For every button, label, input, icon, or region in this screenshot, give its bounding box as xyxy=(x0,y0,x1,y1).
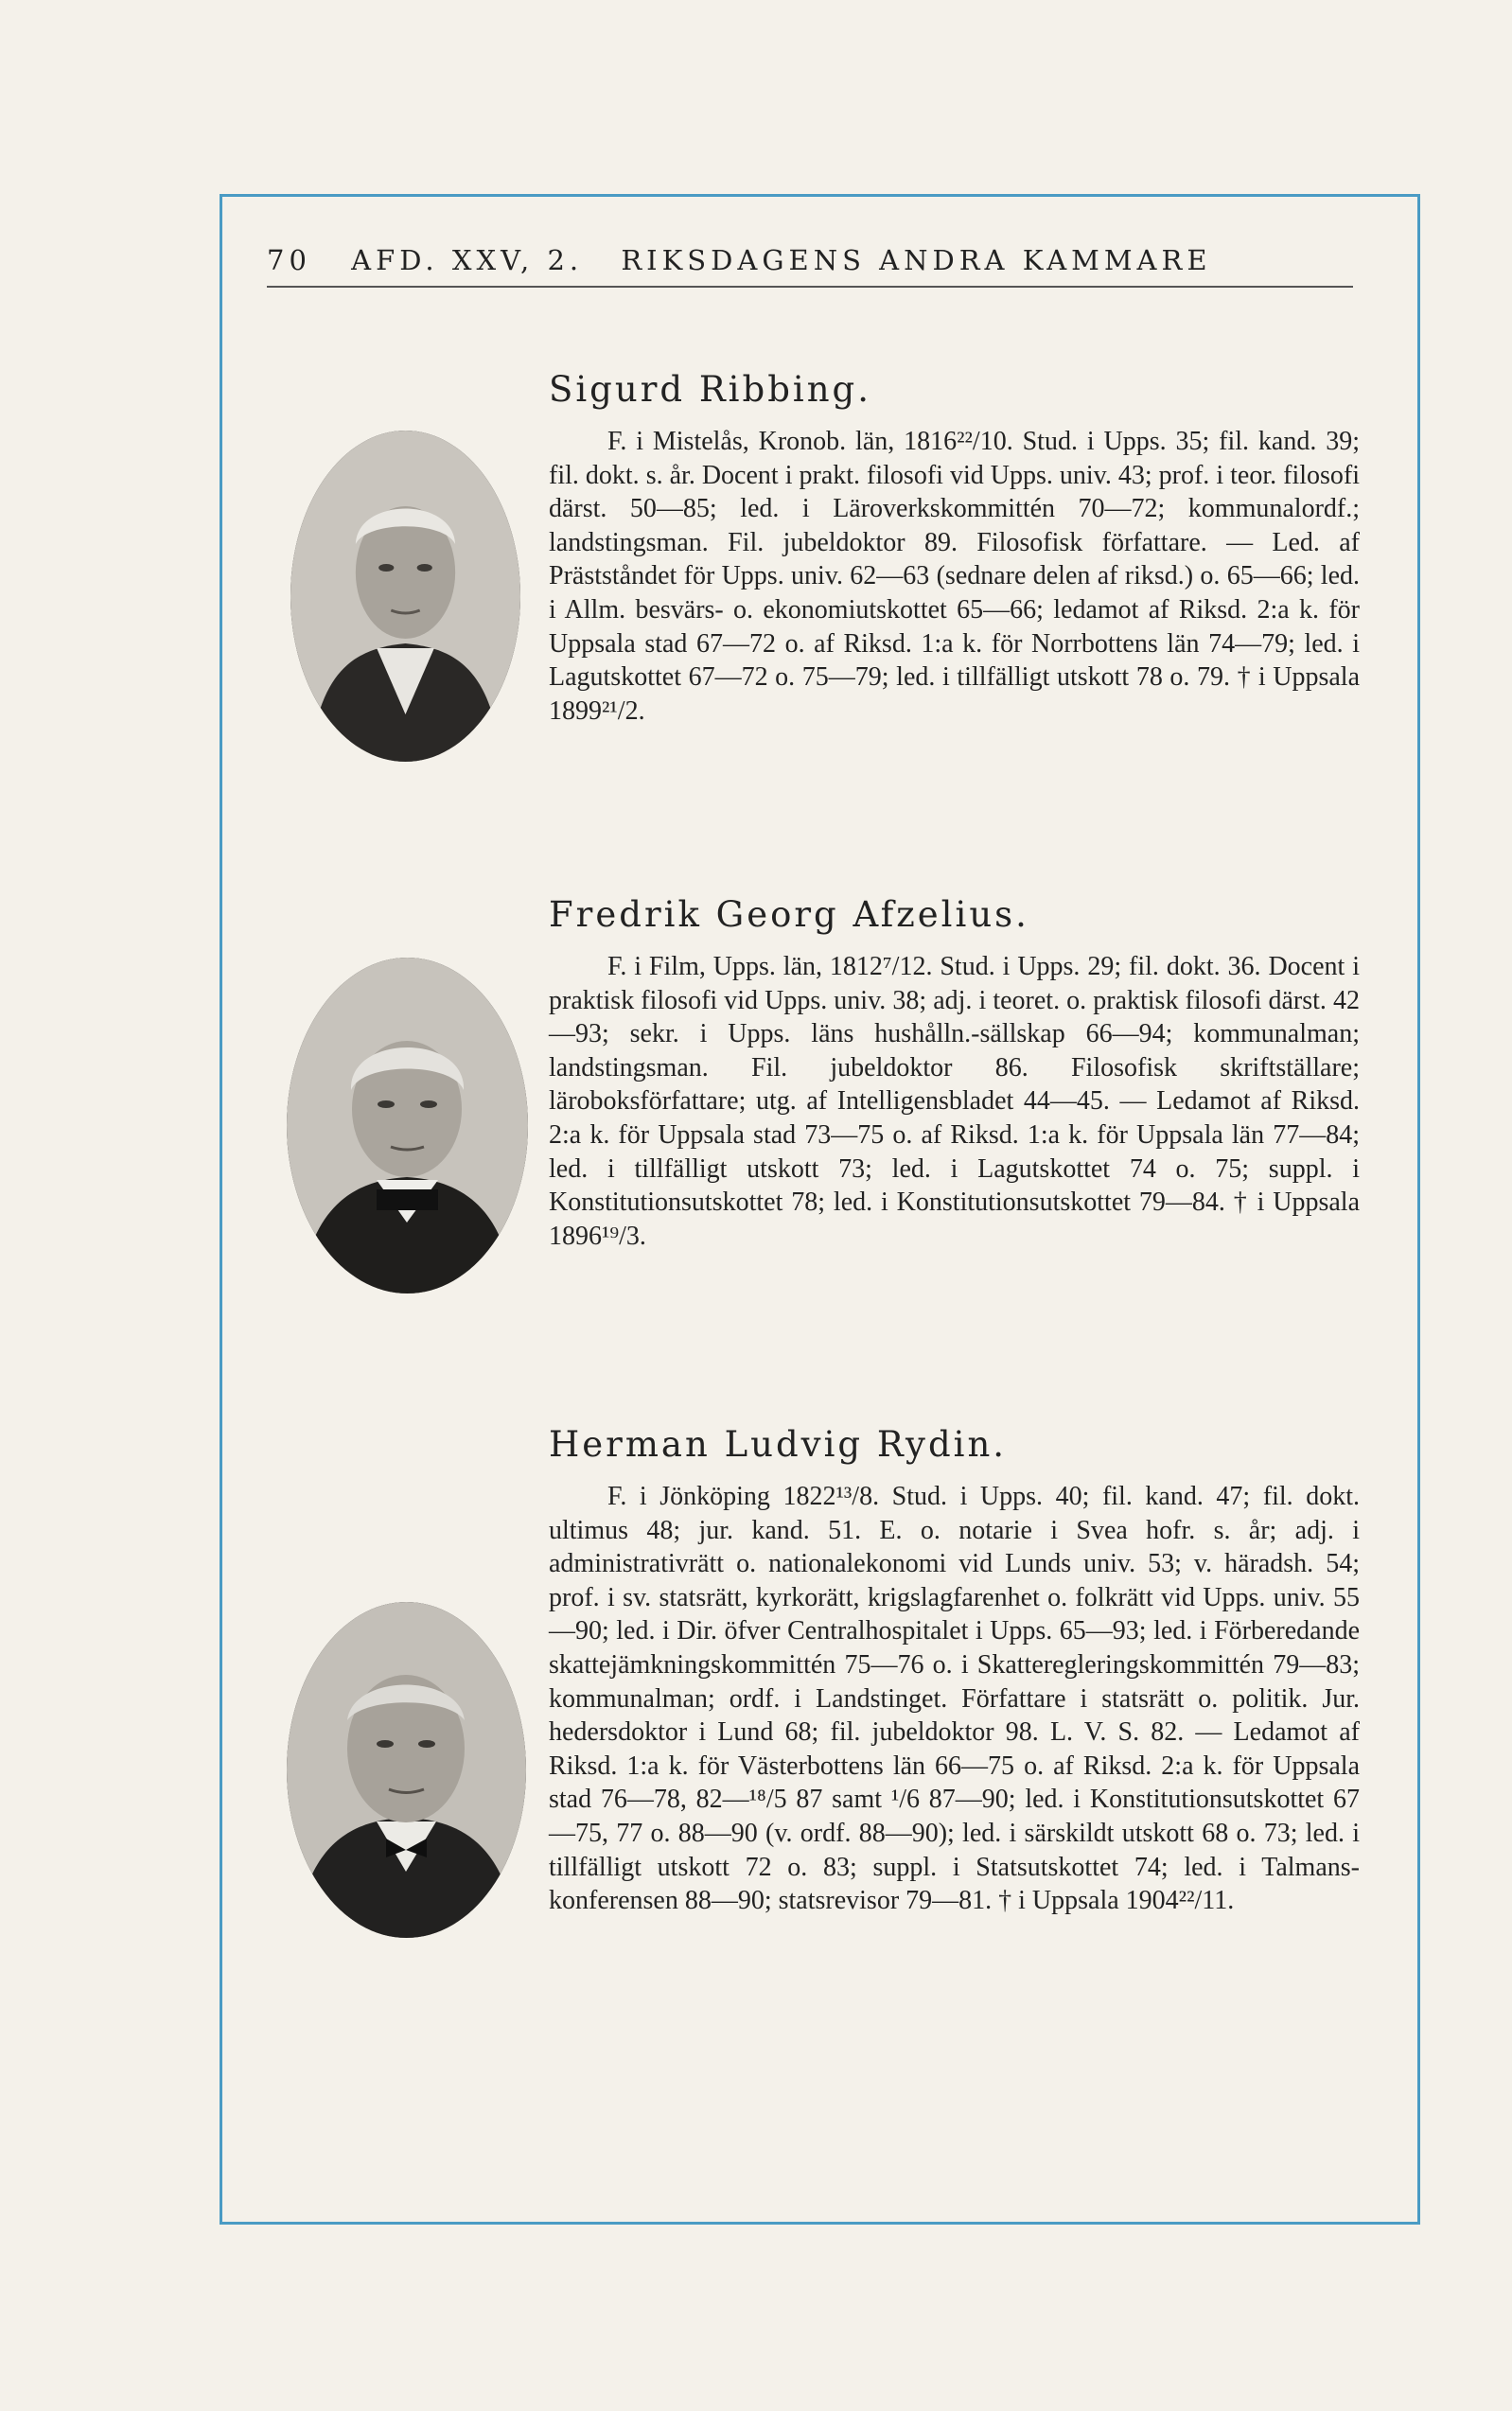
page-number: 70 xyxy=(267,244,311,276)
entry-name: Fredrik Georg Afzelius. xyxy=(549,894,1029,935)
entry-biography: F. i Mistelås, Kronob. län, 1816²²/10. Stud. i Upps. 35; fil. kand. 39; fil. dokt. s. år. Docent i prakt. filosofi vid Upps. univ. 43; prof. i teor. filosofi därst. 50—85; led. i Läroverkskommittén 70—72; kommunalordf.; landstingsman. Fil. jubeldoktor 89. Filosofisk författare. — Led. af Prästståndet för Upps. univ. 62—63 (sednare delen af riksd.) o. 65—66; led. i Allm. besvärs- o. ekonomiutskottet 65—66; ledamot af Riksd. 2:a k. för Uppsala stad 67—72 o. af Riksd. 1:a k. för Norrbottens län 74—79; led. i Lagutskottet 67—72 o. 75—79; led. i tillfälligt utskott 78 o. 79. † i Uppsala 1899²¹/2. xyxy=(549,427,1360,726)
entry-name: Herman Ludvig Rydin. xyxy=(549,1424,1008,1465)
portrait-fredrik-georg-afzelius xyxy=(287,958,528,1293)
biography-entry xyxy=(549,1424,1360,1918)
running-header xyxy=(267,244,1353,288)
biography-entry xyxy=(549,894,1360,1253)
section-label: AFD. XXV, 2. xyxy=(351,244,584,276)
entry-biography: F. i Jönköping 1822¹³/8. Stud. i Upps. 40; fil. kand. 47; fil. dokt. ultimus 48; jur. kand. 51. E. o. notarie i Svea hofr. s. år; adj. i administrativrätt o. nationalekonomi vid Lunds univ. 53; v. häradsh. 54; prof. i sv. statsrätt, kyrkorätt, krigslagfarenhet o. folkrätt vid Upps. univ. 55—90; led. i Dir. öfver Centralhospitalet i Upps. 65—93; led. i Förberedande skattejämkningskommittén 75—76 o. i Skatteregleringskommittén 79—83; kommunalman; ordf. i Landstinget. Författare i statsrätt o. politik. Jur. hedersdoktor i Lund 68; fil. jubeldoktor 98. L. V. S. 82. — Ledamot af Riksd. 1:a k. för Västerbottens län 66—75 o. af Riksd. 2:a k. för Uppsala stad 76—78, 82—¹⁸/5 87 samt ¹/6 87—90; led. i Konstitutionsutskottet 67—75, 77 o. 88—90 (v. ordf. 88—90); led. i särskildt utskott 68 o. 73; led. i tillfälligt utskott 72 o. 83; suppl. i Statsutskottet 74; led. i Talmanskonferensen 88—90; statsrevisor 79—81. † i Uppsala 1904²²/11. xyxy=(549,1482,1360,1916)
entry-name: Sigurd Ribbing. xyxy=(549,369,871,410)
portrait-herman-ludvig-rydin xyxy=(287,1602,526,1938)
entry-biography: F. i Film, Upps. län, 1812⁷/12. Stud. i Upps. 29; fil. dokt. 36. Docent i praktisk filosofi vid Upps. univ. 38; adj. i teoret. o. praktisk filosofi därst. 42—93; sekr. i Upps. läns hushålln.-sällskap 66—94; kommunalman; landstingsman. Fil. jubeldoktor 86. Filosofisk skriftställare; läroboksförfattare; utg. af Intelligensbladet 44—45. — Ledamot af Riksd. 2:a k. för Uppsala stad 73—75 o. af Riksd. 1:a k. för Uppsala län 77—84; led. i tillfälligt utskott 73; led. i Lagutskottet 74 o. 75; suppl. i Konstitutionsutskottet 78; led. i Konstitutionsutskottet 79—84. † i Uppsala 1896¹⁹/3. xyxy=(549,952,1360,1251)
header-title: RIKSDAGENS ANDRA KAMMARE xyxy=(621,244,1212,276)
biography-entry xyxy=(549,369,1360,728)
portrait-sigurd-ribbing xyxy=(290,431,520,762)
